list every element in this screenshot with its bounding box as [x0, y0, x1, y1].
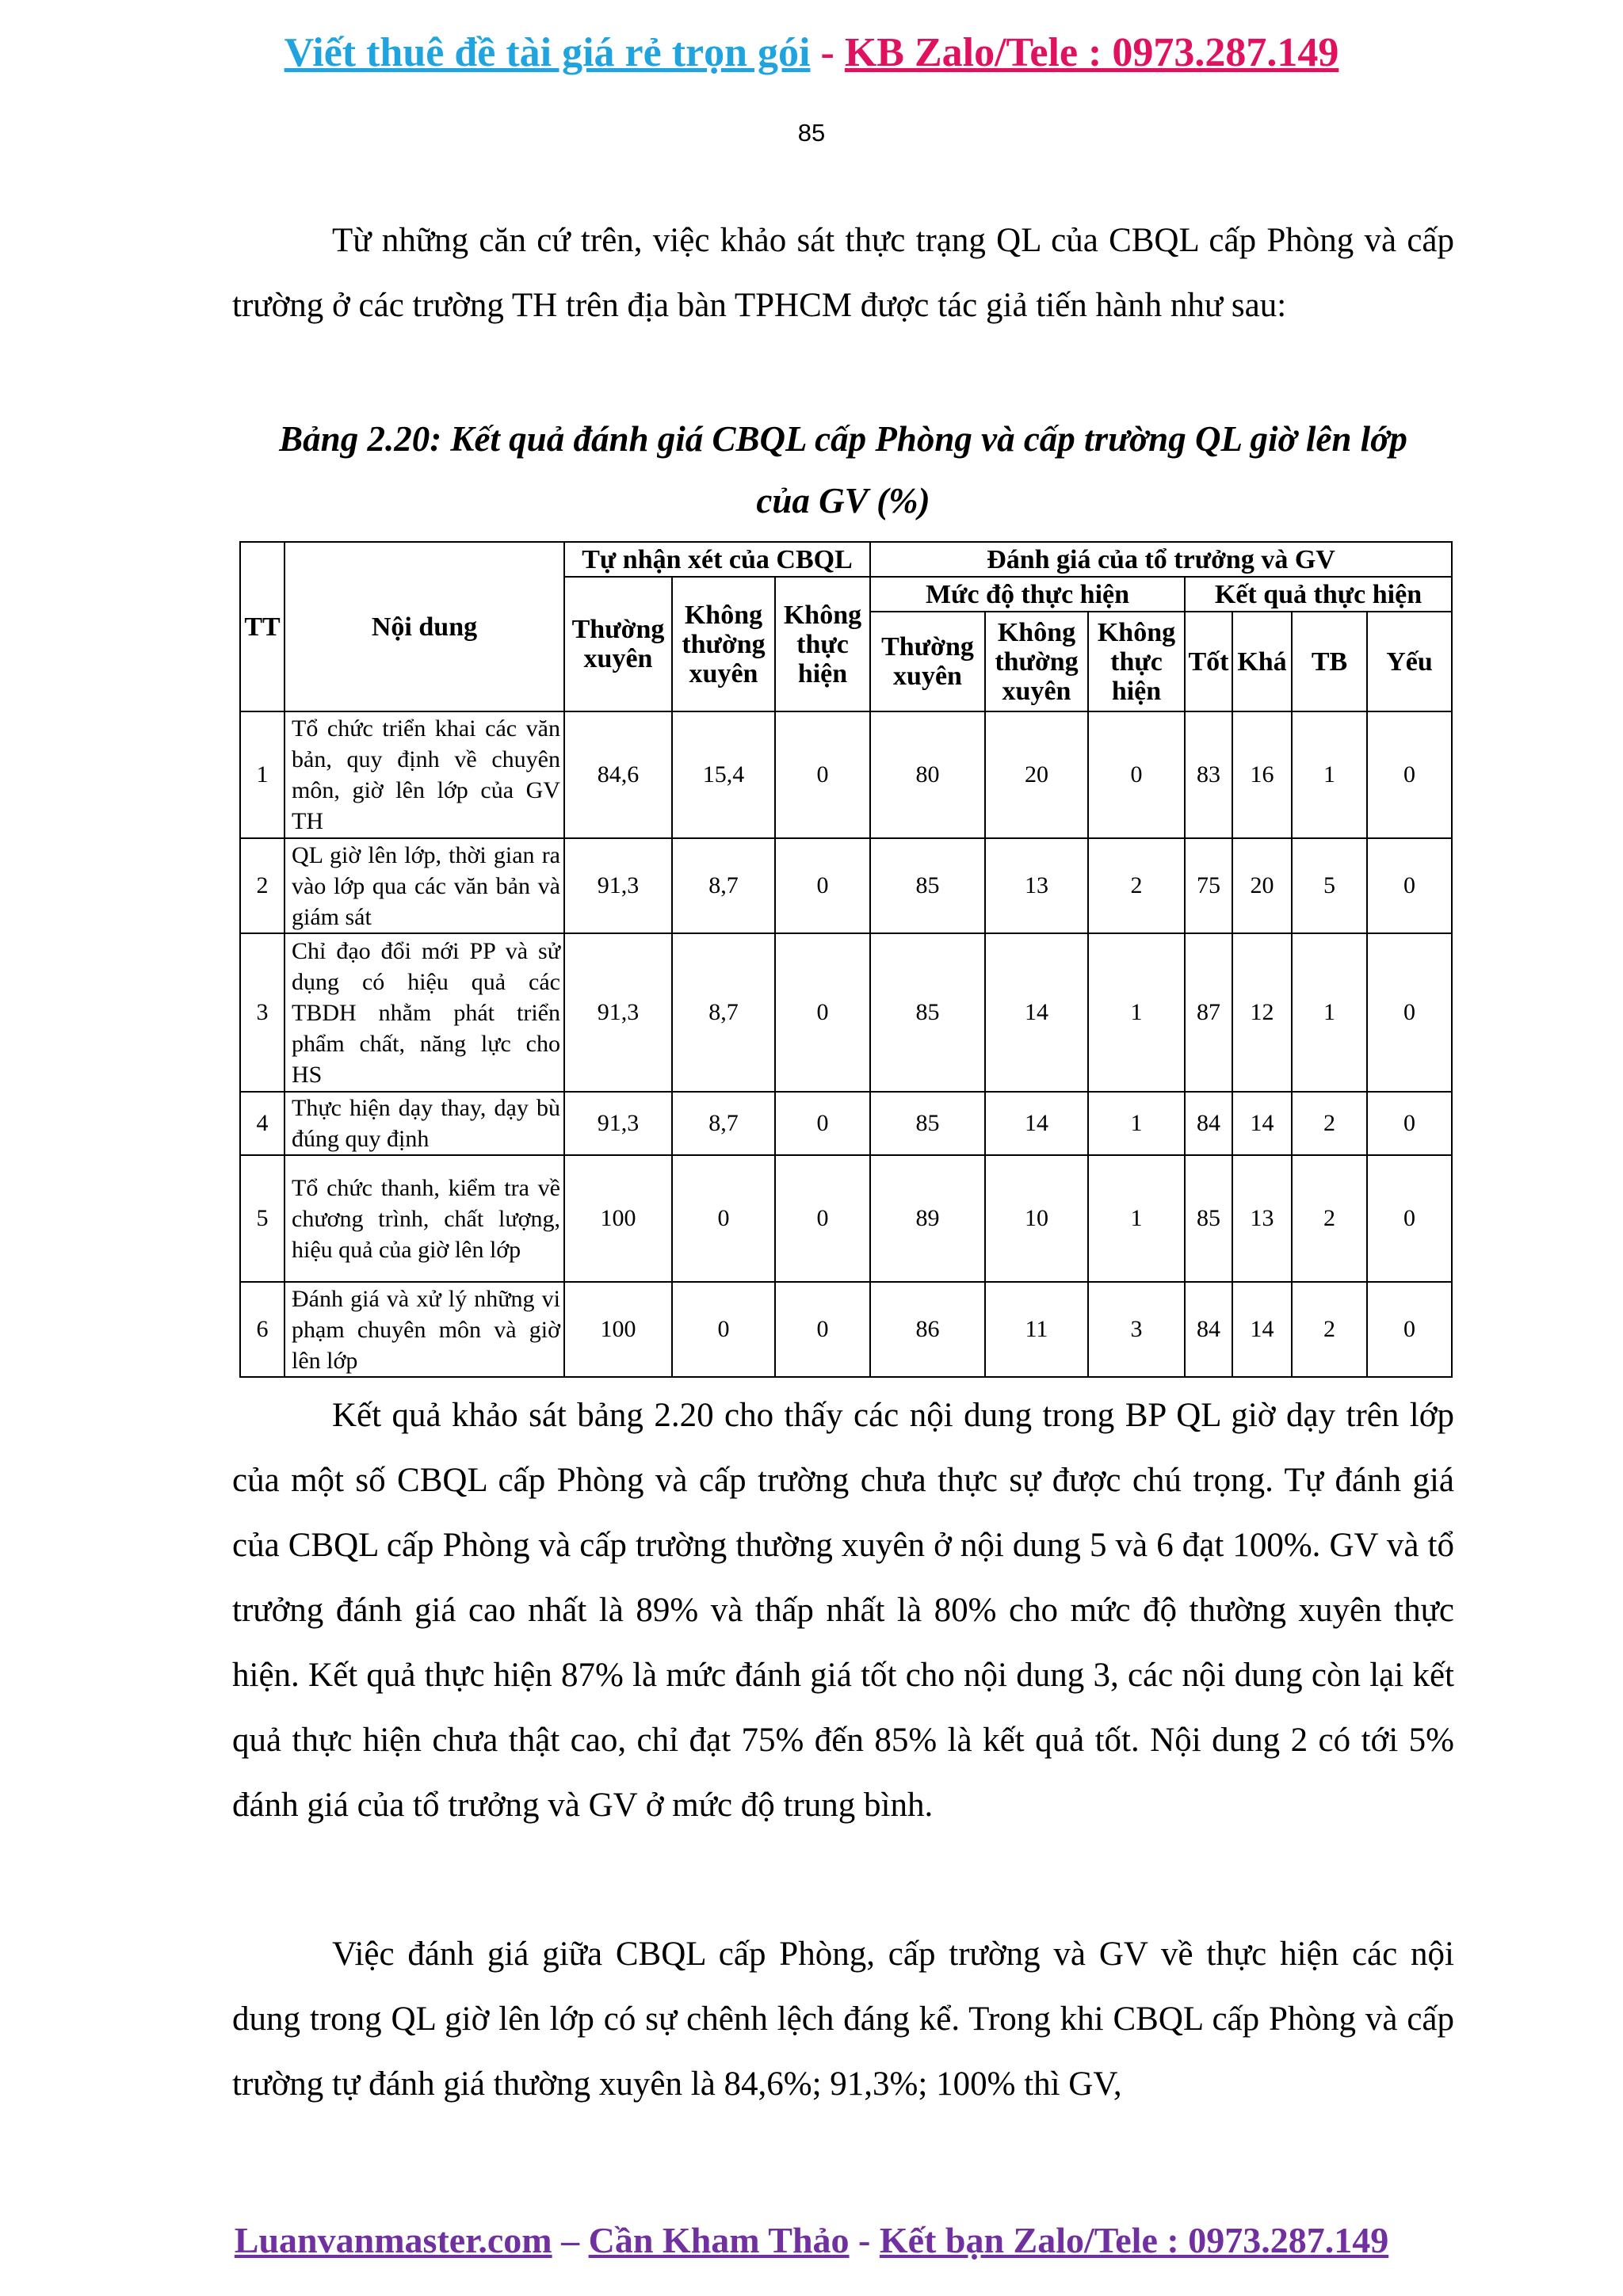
cell-value: 1 — [1088, 1092, 1185, 1155]
cell-value: 0 — [1367, 1282, 1452, 1377]
cell-value: 100 — [564, 1282, 672, 1377]
cell-value: 0 — [775, 838, 870, 933]
footer-site-link[interactable]: Luanvanmaster.com — [234, 2220, 552, 2260]
row-content: Thực hiện dạy thay, dạy bù đúng quy định — [285, 1092, 564, 1155]
row-content: Đánh giá và xử lý những vi phạm chuyên môn và giờ lên lớp — [285, 1282, 564, 1377]
cell-value: 0 — [1088, 711, 1185, 838]
cell-value: 5 — [1292, 838, 1367, 933]
footer-author-link[interactable]: Cần Kham Thảo — [588, 2220, 850, 2260]
page-footer — [0, 2221, 1623, 2261]
header-tt: TT — [240, 542, 285, 711]
result-paragraph: Kết quả khảo sát bảng 2.20 cho thấy các nội dung trong BP QL giờ dạy trên lớp của một số CBQL cấp Phòng và cấp trường chưa thực sự được chú trọng. Tự đánh giá của CBQL cấp Phòng và cấp trường thường xuyên ở nội dung 5 và 6 đạt 100%. GV và tổ trưởng đánh giá cao nhất là 89% và thấp nhất là 80% cho mức độ thường xuyên thực hiện. Kết quả thực hiện 87% là mức đánh giá tốt cho nội dung 3, các nội dung còn lại kết quả thực hiện chưa thật cao, chỉ đạt 75% đến 85% là kết quả tốt. Nội dung 2 có tới 5% đánh giá của tổ trưởng và GV ở mức độ trung bình. — [232, 1397, 1454, 1824]
header-evaluation: Đánh giá của tổ trưởng và GV — [870, 542, 1452, 577]
cell-value: 11 — [985, 1282, 1088, 1377]
header-separator: - — [810, 30, 845, 75]
cell-value: 20 — [985, 711, 1088, 838]
comparison-paragraph: Việc đánh giá giữa CBQL cấp Phòng, cấp trường và GV về thực hiện các nội dung trong QL giờ lên lớp có sự chênh lệch đáng kể. Trong khi CBQL cấp Phòng và cấp trường tự đánh giá thường xuyên là 84,6%; 91,3%; 100% thì GV, — [232, 1936, 1454, 2103]
header-self-irregular: Không thường xuyên — [672, 577, 775, 711]
cell-value: 15,4 — [672, 711, 775, 838]
cell-value: 80 — [870, 711, 985, 838]
cell-value: 13 — [1232, 1155, 1292, 1282]
header-self-assessment: Tự nhận xét của CBQL — [564, 542, 870, 577]
header-result-weak: Yếu — [1367, 612, 1452, 711]
header-self-regular: Thường xuyên — [564, 577, 672, 711]
header-level-group: Mức độ thực hiện — [870, 577, 1185, 612]
cell-value: 91,3 — [564, 1092, 672, 1155]
row-content: Tổ chức thanh, kiểm tra về chương trình, chất lượng, hiệu quả của giờ lên lớp — [285, 1155, 564, 1282]
footer-dash: – — [552, 2220, 589, 2260]
cell-value: 2 — [1292, 1092, 1367, 1155]
cell-value: 86 — [870, 1282, 985, 1377]
cell-value: 0 — [672, 1282, 775, 1377]
cell-value: 14 — [985, 933, 1088, 1092]
cell-value: 91,3 — [564, 933, 672, 1092]
row-number: 6 — [240, 1282, 285, 1377]
cell-value: 0 — [775, 1092, 870, 1155]
cell-value: 3 — [1088, 1282, 1185, 1377]
cell-value: 0 — [775, 711, 870, 838]
cell-value: 87 — [1185, 933, 1232, 1092]
row-number: 2 — [240, 838, 285, 933]
cell-value: 83 — [1185, 711, 1232, 838]
cell-value: 2 — [1292, 1155, 1367, 1282]
cell-value: 85 — [870, 1092, 985, 1155]
header-level-regular: Thường xuyên — [870, 612, 985, 711]
cell-value: 84 — [1185, 1092, 1232, 1155]
cell-value: 12 — [1232, 933, 1292, 1092]
cell-value: 0 — [1367, 1092, 1452, 1155]
cell-value: 2 — [1292, 1282, 1367, 1377]
row-number: 5 — [240, 1155, 285, 1282]
footer-contact-link[interactable]: Kết bạn Zalo/Tele : 0973.287.149 — [879, 2220, 1389, 2260]
cell-value: 0 — [1367, 838, 1452, 933]
row-number: 4 — [240, 1092, 285, 1155]
table-caption-line1: Bảng 2.20: Kết quả đánh giá CBQL cấp Phòng và cấp trường QL giờ lên lớp — [279, 419, 1407, 459]
header-service-link[interactable]: Viết thuê đề tài giá rẻ trọn gói — [284, 30, 811, 75]
cell-value: 0 — [1367, 711, 1452, 838]
cell-value: 0 — [775, 1155, 870, 1282]
row-number: 1 — [240, 711, 285, 838]
cell-value: 8,7 — [672, 838, 775, 933]
cell-value: 85 — [870, 838, 985, 933]
cell-value: 0 — [1367, 933, 1452, 1092]
table-caption-line2: của GV (%) — [756, 481, 930, 521]
page-header — [0, 30, 1623, 75]
row-content: Chỉ đạo đổi mới PP và sử dụng có hiệu quả các TBDH nhằm phát triển phẩm chất, năng lực cho HS — [285, 933, 564, 1092]
row-number: 3 — [240, 933, 285, 1092]
cell-value: 85 — [870, 933, 985, 1092]
table-row — [240, 1092, 1452, 1155]
cell-value: 10 — [985, 1155, 1088, 1282]
table-row — [240, 933, 1452, 1092]
cell-value: 0 — [775, 933, 870, 1092]
cell-value: 1 — [1292, 711, 1367, 838]
intro-paragraph: Từ những căn cứ trên, việc khảo sát thực trạng QL của CBQL cấp Phòng và cấp trường ở các trường TH trên địa bàn TPHCM được tác giả tiến hành như sau: — [232, 222, 1454, 324]
header-contact-link[interactable]: KB Zalo/Tele : 0973.287.149 — [844, 30, 1339, 75]
table-row — [240, 1282, 1452, 1377]
cell-value: 85 — [1185, 1155, 1232, 1282]
table-row — [240, 838, 1452, 933]
row-content: Tổ chức triển khai các văn bản, quy định về chuyên môn, giờ lên lớp của GV TH — [285, 711, 564, 838]
cell-value: 1 — [1292, 933, 1367, 1092]
header-result-fair: Khá — [1232, 612, 1292, 711]
page-number: 85 — [797, 119, 826, 147]
cell-value: 20 — [1232, 838, 1292, 933]
cell-value: 14 — [985, 1092, 1088, 1155]
cell-value: 16 — [1232, 711, 1292, 838]
cell-value: 84 — [1185, 1282, 1232, 1377]
cell-value: 1 — [1088, 933, 1185, 1092]
cell-value: 100 — [564, 1155, 672, 1282]
cell-value: 0 — [672, 1155, 775, 1282]
header-level-irregular: Không thường xuyên — [985, 612, 1088, 711]
cell-value: 13 — [985, 838, 1088, 933]
cell-value: 0 — [775, 1282, 870, 1377]
footer-dash: - — [849, 2220, 880, 2260]
cell-value: 14 — [1232, 1092, 1292, 1155]
survey-results-table — [239, 541, 1453, 1378]
cell-value: 89 — [870, 1155, 985, 1282]
cell-value: 91,3 — [564, 838, 672, 933]
cell-value: 14 — [1232, 1282, 1292, 1377]
header-result-average: TB — [1292, 612, 1367, 711]
cell-value: 84,6 — [564, 711, 672, 838]
cell-value: 2 — [1088, 838, 1185, 933]
cell-value: 8,7 — [672, 1092, 775, 1155]
cell-value: 8,7 — [672, 933, 775, 1092]
header-content: Nội dung — [285, 542, 564, 711]
header-result-group: Kết quả thực hiện — [1185, 577, 1452, 612]
cell-value: 0 — [1367, 1155, 1452, 1282]
cell-value: 1 — [1088, 1155, 1185, 1282]
table-row — [240, 711, 1452, 838]
header-result-good: Tốt — [1185, 612, 1232, 711]
header-level-not-done: Không thực hiện — [1088, 612, 1185, 711]
row-content: QL giờ lên lớp, thời gian ra vào lớp qua các văn bản và giám sát — [285, 838, 564, 933]
cell-value: 75 — [1185, 838, 1232, 933]
header-self-not-done: Không thực hiện — [775, 577, 870, 711]
table-row — [240, 1155, 1452, 1282]
